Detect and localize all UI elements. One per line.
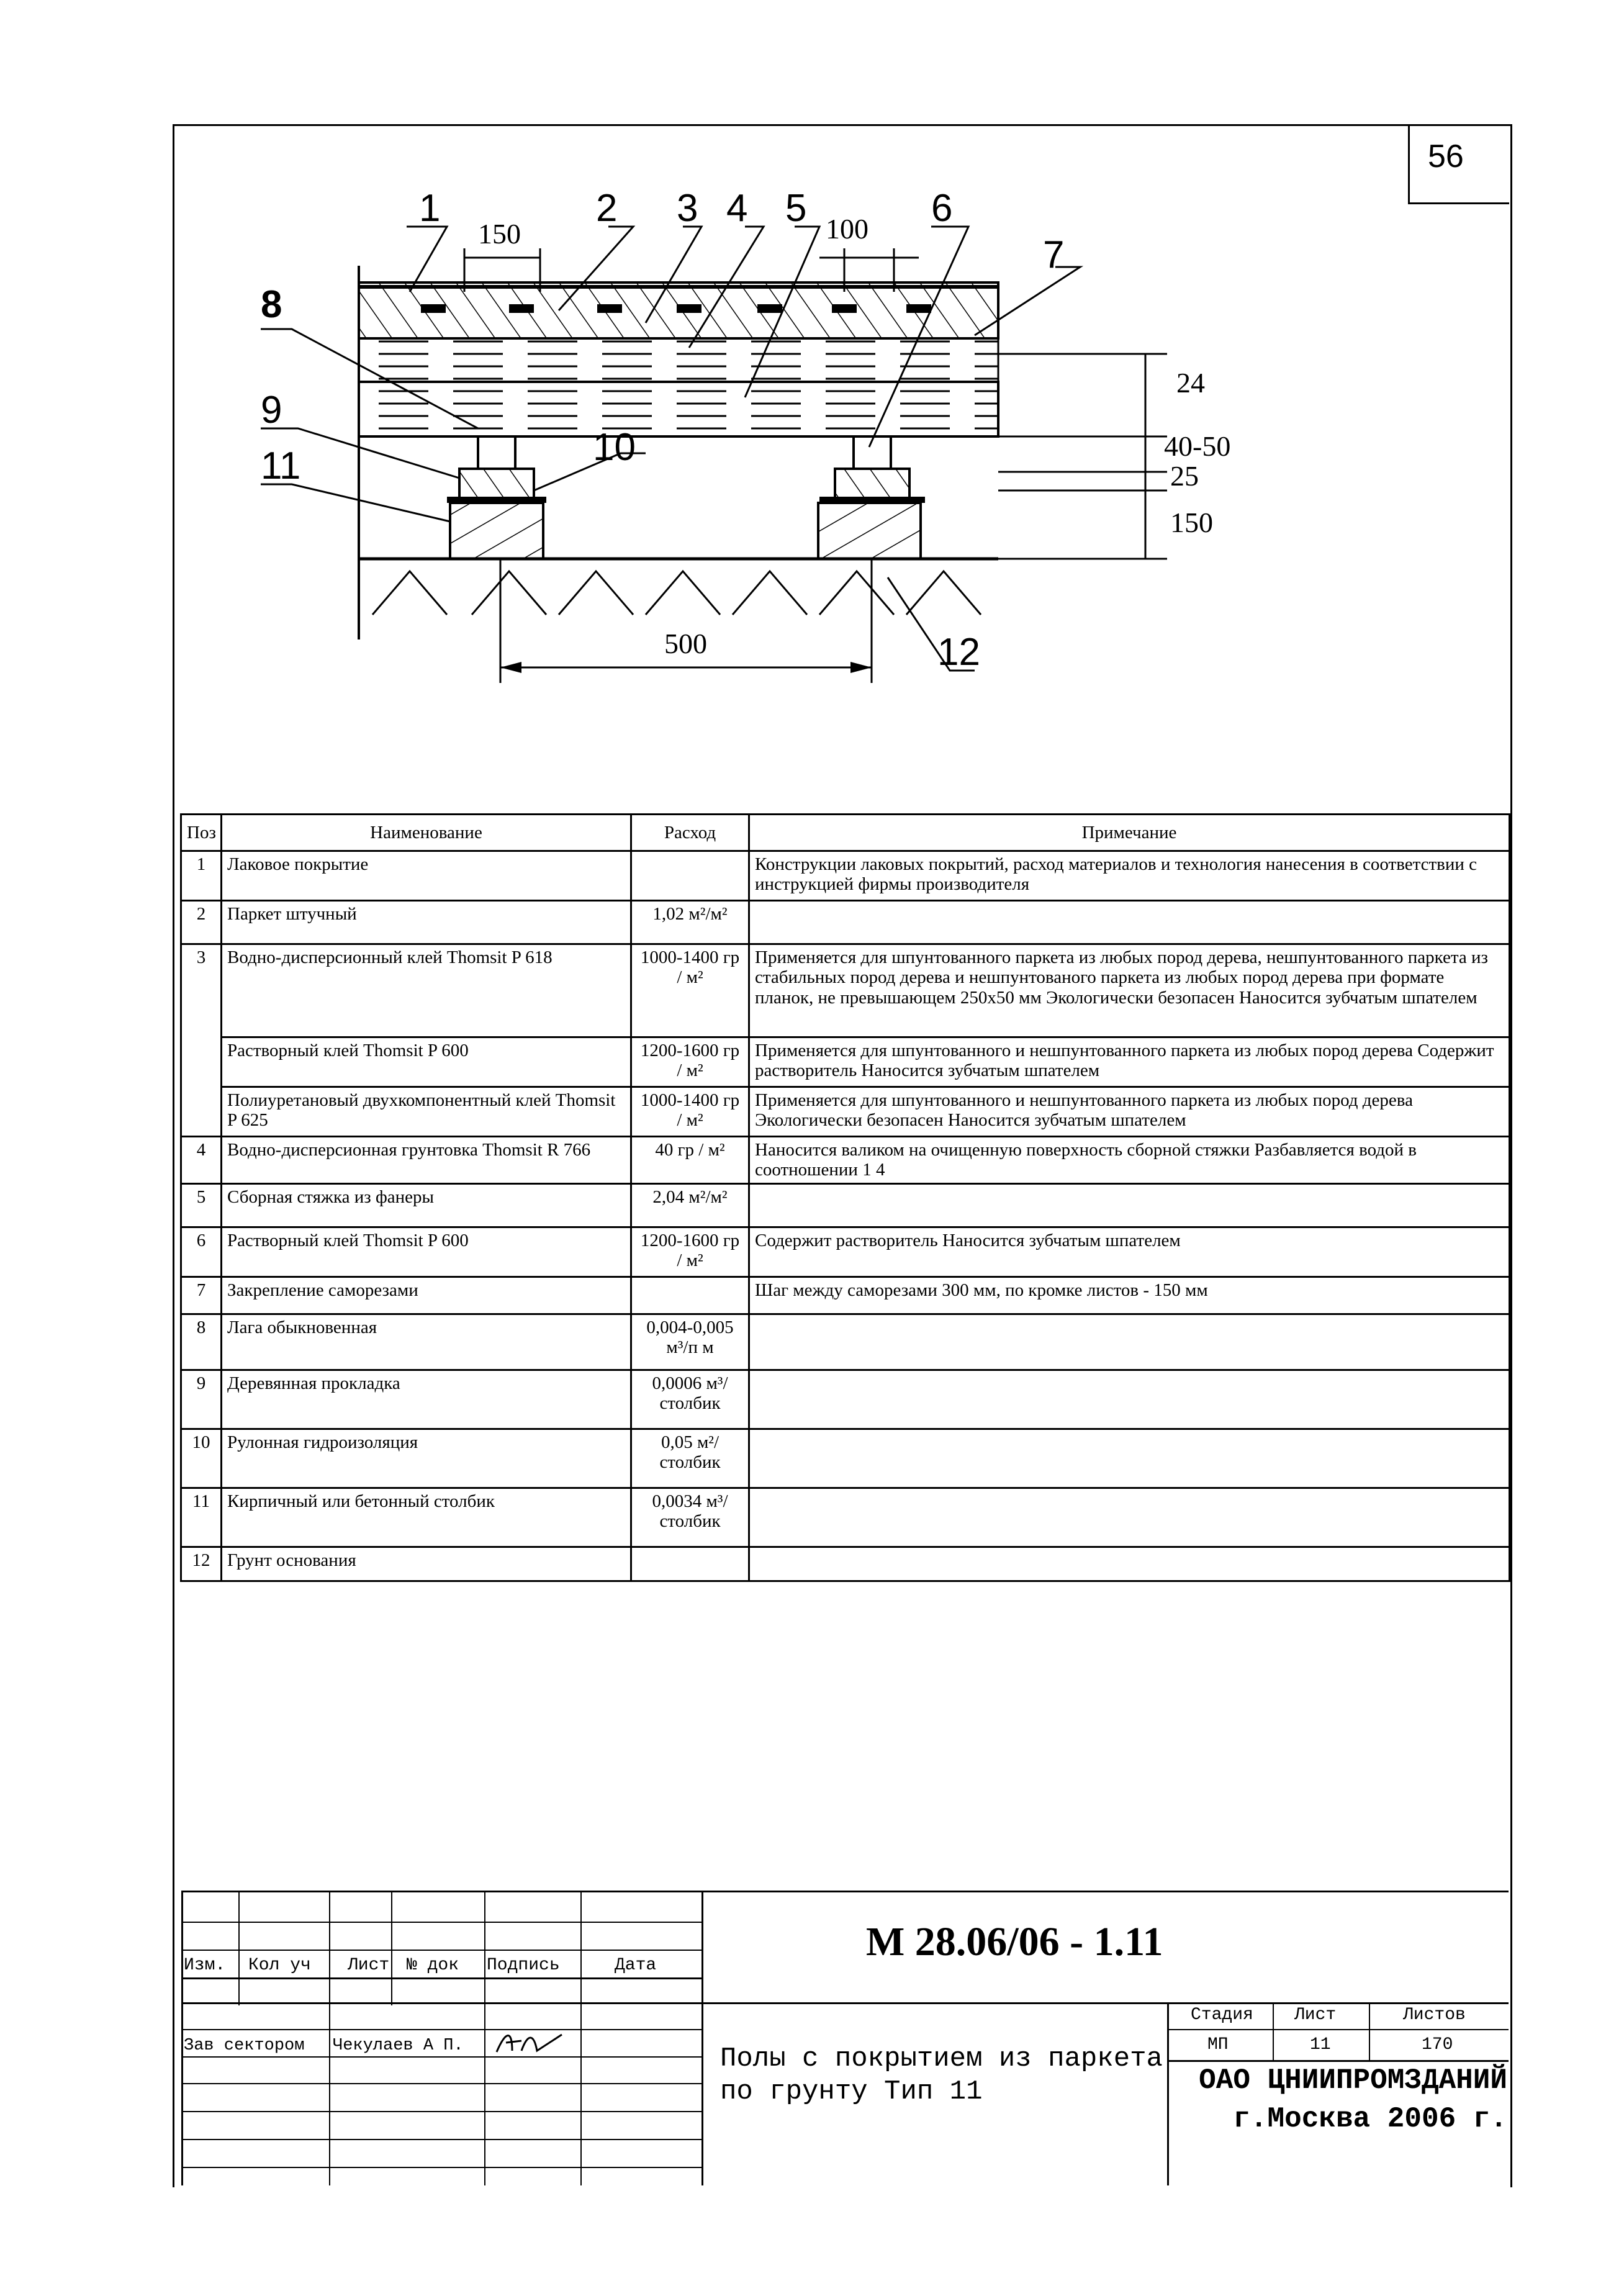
tb-sheet-value: 11 xyxy=(1310,2035,1331,2054)
row-pos: 4 xyxy=(181,1137,222,1184)
row-name: Сборная стяжка из фанеры xyxy=(222,1183,631,1227)
document-code: М 28.06/06 - 1.11 xyxy=(866,1919,1163,1964)
table-row xyxy=(181,944,1510,1037)
row-pos: 1 xyxy=(181,851,222,901)
callout-12: 12 xyxy=(937,631,980,674)
callout-10: 10 xyxy=(593,426,636,469)
callout-7: 7 xyxy=(1043,233,1065,276)
document-title: Полы с покрытием из паркета по грунту Тип 11 xyxy=(720,2043,1163,2107)
callout-2: 2 xyxy=(596,187,618,230)
row-pos: 2 xyxy=(181,901,222,944)
row-pos: 10 xyxy=(181,1429,222,1488)
table-row xyxy=(181,1227,1510,1277)
row-name: Растворный клей Thomsit P 600 xyxy=(222,1037,631,1087)
row-pos: 9 xyxy=(181,1370,222,1429)
row-name: Деревянная прокладка xyxy=(222,1370,631,1429)
row-note: Применяется для шпунтованного паркета из любых пород дерева, нешпунтованного паркета из стабильных пород дерева и нешпунтованого паркета из любых пород дерева при формате планок, не превышающем 250х50 мм Экологически безопасен Наносится зубчатым шпателем xyxy=(749,944,1510,1037)
tb-person: Чекулаев А П. xyxy=(333,2036,464,2055)
row-note: Применяется для шпунтованного и нешпунтованного паркета из любых пород дерева Содержит растворитель Наносится зубчатым шпателем xyxy=(749,1037,1510,1087)
table-row xyxy=(181,1037,1510,1087)
dim-40-50: 40-50 xyxy=(1164,430,1231,462)
organization-name: ОАО ЦНИИПРОМЗДАНИЙ xyxy=(1199,2064,1507,2097)
callout-11: 11 xyxy=(261,445,301,487)
sheet-number: 56 xyxy=(1428,138,1464,174)
row-note xyxy=(749,1429,1510,1488)
callout-1: 1 xyxy=(419,187,441,230)
row-note: Шаг между саморезами 300 мм, по кромке листов - 150 мм xyxy=(749,1277,1510,1314)
row-name: Полиуретановый двухкомпонентный клей Thomsit P 625 xyxy=(222,1087,631,1137)
header-pos: Поз xyxy=(181,815,222,851)
callout-4: 4 xyxy=(726,187,748,230)
signature-mark xyxy=(494,2027,568,2058)
ground-hatch xyxy=(372,571,981,615)
row-note: Применяется для шпунтованного и нешпунтованного паркета из любых пород дерева Экологически безопасен Наносится зубчатым шпателем xyxy=(749,1087,1510,1137)
row-consumption: 1200-1600 гр / м² xyxy=(631,1227,749,1277)
row-note xyxy=(749,1488,1510,1547)
row-note xyxy=(749,901,1510,944)
row-note xyxy=(749,1370,1510,1429)
row-name: Лаковое покрытие xyxy=(222,851,631,901)
specification-table xyxy=(180,813,1510,1582)
table-row xyxy=(181,851,1510,901)
tb-sheets-label: Листов xyxy=(1403,2005,1466,2025)
tb-col-signature: Подпись xyxy=(487,1956,560,1975)
tb-stage-label: Стадия xyxy=(1191,2005,1253,2025)
row-consumption: 2,04 м²/м² xyxy=(631,1183,749,1227)
callout-5: 5 xyxy=(785,187,807,230)
joist-left xyxy=(478,436,515,469)
row-note: Наносится валиком на очищенную поверхность сборной стяжки Разбавляется водой в соотношении 1 4 xyxy=(749,1137,1510,1184)
dim-150-post: 150 xyxy=(1170,507,1213,538)
table-header-row xyxy=(181,815,1510,851)
row-name: Водно-дисперсионный клей Thomsit P 618 xyxy=(222,944,631,1037)
table-row xyxy=(181,1370,1510,1429)
row-pos: 5 xyxy=(181,1183,222,1227)
row-consumption: 0,004-0,005 м³/п м xyxy=(631,1314,749,1370)
table-row xyxy=(181,1429,1510,1488)
dim-150-top: 150 xyxy=(478,218,521,250)
row-consumption: 0,05 м²/ столбик xyxy=(631,1429,749,1488)
dim-100-top: 100 xyxy=(826,213,868,245)
row-pos: 6 xyxy=(181,1227,222,1277)
post-left xyxy=(450,503,543,559)
organization-city: г.Москва 2006 г. xyxy=(1233,2103,1507,2136)
row-note xyxy=(749,1183,1510,1227)
tb-sheet-label: Лист xyxy=(1294,2005,1337,2025)
table-row xyxy=(181,1277,1510,1314)
screed-layer-2 xyxy=(359,382,998,436)
row-note xyxy=(749,1314,1510,1370)
tb-role: Зав сектором xyxy=(184,2036,305,2055)
row-consumption xyxy=(631,1547,749,1581)
organization xyxy=(1172,2061,1507,2138)
header-note: Примечание xyxy=(749,815,1510,851)
row-consumption: 1000-1400 гр / м² xyxy=(631,1087,749,1137)
row-pos: 11 xyxy=(181,1488,222,1547)
table-row xyxy=(181,1547,1510,1581)
row-consumption: 40 гр / м² xyxy=(631,1137,749,1184)
row-pos: 12 xyxy=(181,1547,222,1581)
row-consumption: 0,0034 м³/ столбик xyxy=(631,1488,749,1547)
tb-sheets-value: 170 xyxy=(1422,2035,1453,2054)
callout-3: 3 xyxy=(677,187,698,230)
dim-500: 500 xyxy=(664,628,707,659)
row-name: Рулонная гидроизоляция xyxy=(222,1429,631,1488)
header-consumption: Расход xyxy=(631,815,749,851)
pad-left xyxy=(459,469,534,499)
row-name: Закрепление саморезами xyxy=(222,1277,631,1314)
table-row xyxy=(181,1488,1510,1547)
post-right xyxy=(818,503,921,559)
row-note: Конструкции лаковых покрытий, расход материалов и технология нанесения в соответствии с инструкцией фирмы производителя xyxy=(749,851,1510,901)
row-note xyxy=(749,1547,1510,1581)
table-row xyxy=(181,1087,1510,1137)
table-row xyxy=(181,901,1510,944)
row-consumption: 1,02 м²/м² xyxy=(631,901,749,944)
header-name: Наименование xyxy=(222,815,631,851)
tb-col-date: Дата xyxy=(615,1956,657,1975)
dim-24: 24 xyxy=(1176,367,1205,399)
table-row xyxy=(181,1137,1510,1184)
callout-8: 8 xyxy=(261,283,282,326)
row-pos: 3 xyxy=(181,944,222,1137)
row-name: Водно-дисперсионная грунтовка Thomsit R 766 xyxy=(222,1137,631,1184)
row-consumption xyxy=(631,851,749,901)
row-consumption: 0,0006 м³/ столбик xyxy=(631,1370,749,1429)
row-note: Содержит растворитель Наносится зубчатым шпателем xyxy=(749,1227,1510,1277)
floor-section-drawing xyxy=(0,0,1624,807)
row-consumption: 1000-1400 гр / м² xyxy=(631,944,749,1037)
callout-9: 9 xyxy=(261,389,282,432)
row-name: Грунт основания xyxy=(222,1547,631,1581)
row-name: Лага обыкновенная xyxy=(222,1314,631,1370)
row-consumption xyxy=(631,1277,749,1314)
row-name: Паркет штучный xyxy=(222,901,631,944)
pad-right xyxy=(835,469,909,499)
row-pos: 7 xyxy=(181,1277,222,1314)
row-consumption: 1200-1600 гр / м² xyxy=(631,1037,749,1087)
tb-col-list: Лист xyxy=(348,1956,390,1975)
table-row xyxy=(181,1314,1510,1370)
table-row xyxy=(181,1183,1510,1227)
tb-stage-value: МП xyxy=(1207,2035,1229,2054)
dim-25: 25 xyxy=(1170,460,1199,492)
row-name: Кирпичный или бетонный столбик xyxy=(222,1488,631,1547)
row-pos: 8 xyxy=(181,1314,222,1370)
tb-col-kol-uch: Кол уч xyxy=(248,1956,311,1975)
tb-col-doc: № док xyxy=(407,1956,459,1975)
callout-6: 6 xyxy=(931,187,953,230)
tb-col-izm: Изм. xyxy=(184,1956,226,1975)
row-name: Растворный клей Thomsit P 600 xyxy=(222,1227,631,1277)
